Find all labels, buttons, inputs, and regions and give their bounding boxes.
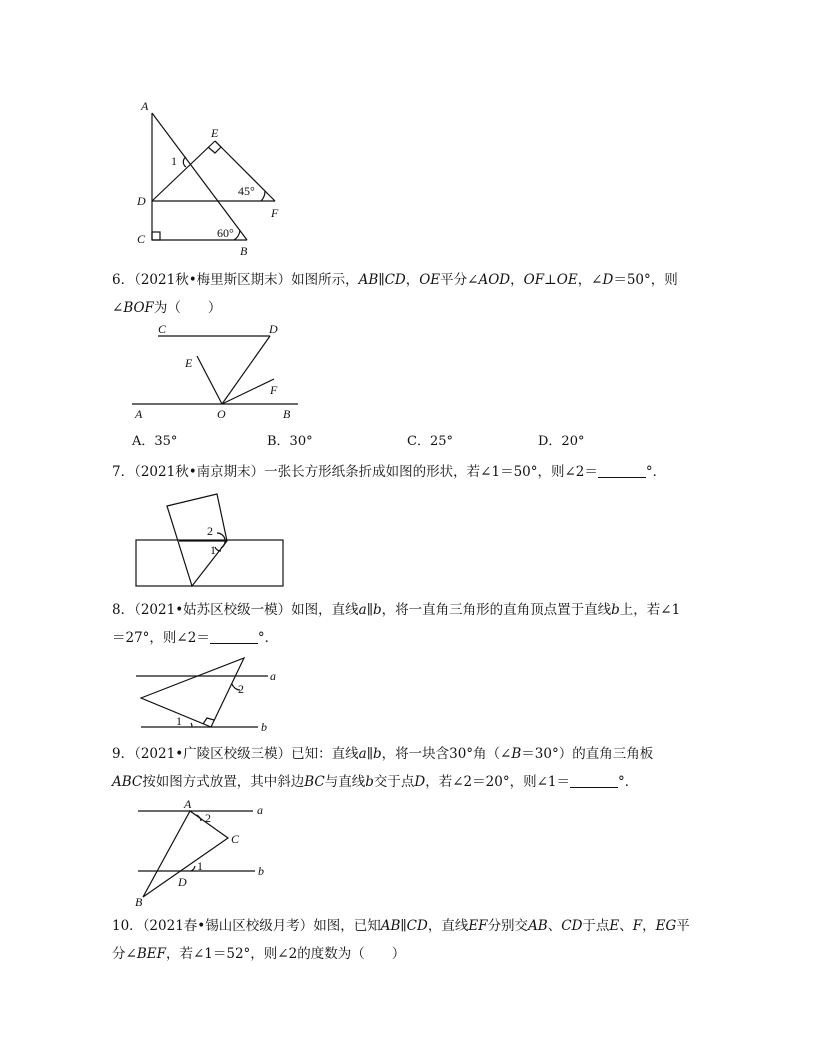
line-oe [197, 356, 222, 404]
label-a: a [270, 669, 276, 683]
label-angle-1: 1 [210, 543, 216, 557]
label-b: B [283, 407, 291, 421]
question-6 [112, 266, 712, 322]
label-f: F [271, 206, 279, 220]
question-8 [112, 596, 712, 652]
question-8-line-1: 8．（2021•姑苏区校级一模）如图，直线a∥b，将一直角三角形的直角顶点置于直线b上，若∠1 [112, 602, 681, 618]
answer-blank-q9[interactable] [570, 773, 618, 788]
question-9 [112, 740, 712, 796]
label-d: D [178, 875, 187, 889]
label-angle-60: 60° [217, 226, 234, 240]
label-angle-2: 2 [207, 524, 213, 538]
angle-2-arc [196, 815, 201, 821]
question-6-figure [128, 318, 308, 423]
line-od [222, 336, 270, 404]
question-6-source: （2021秋•梅里斯区期末） [134, 272, 292, 288]
line-ab [152, 113, 247, 240]
question-8-figure [136, 652, 286, 734]
option-c[interactable]: C．25° [407, 434, 453, 449]
label-angle-2: 2 [205, 811, 211, 825]
label-e: E [211, 126, 219, 140]
question-10-line-1: 10．（2021春•锡山区校级月考）如图，已知AB∥CD，直线EF分别交AB、CD于点E、F，EG平 [112, 918, 690, 934]
label-a: A [135, 407, 143, 421]
angle-1-arc [191, 866, 195, 871]
question-10-source: （2021春•锡山区校级月考） [142, 918, 314, 934]
right-angle-e [208, 141, 221, 153]
question-8-source: （2021•姑苏区校级一模） [134, 602, 292, 618]
label-b: B [240, 244, 248, 258]
question-6-line-1: 6．（2021秋•梅里斯区期末）如图所示，AB∥CD，OE平分∠AOD，OF⊥OE，∠D＝50°，则 [112, 272, 678, 288]
option-d[interactable]: D．20° [538, 434, 585, 449]
option-a[interactable]: A．35° [132, 434, 178, 449]
line-de [152, 141, 215, 201]
label-b: b [261, 720, 267, 734]
angle-60-arc [234, 230, 240, 240]
label-e: E [185, 356, 193, 370]
label-c: C [231, 832, 240, 846]
answer-blank-q7[interactable] [598, 463, 646, 478]
label-angle-1: 1 [171, 154, 177, 168]
question-8-line-2: ＝27°，则∠2＝ °． [112, 630, 279, 646]
label-f: F [270, 383, 278, 397]
label-c: C [158, 322, 167, 336]
question-7-source: （2021秋•南京期末） [134, 464, 265, 480]
label-line-b: b [258, 864, 264, 878]
label-angle-45: 45° [238, 184, 255, 198]
label-a-vertex: A [184, 797, 192, 811]
label-d: D [269, 322, 278, 336]
label-angle-1: 1 [176, 714, 182, 728]
question-10-line-2: 分∠BEF，若∠1＝52°，则∠2的度数为（ ） [112, 946, 406, 962]
question-6-options [132, 430, 602, 450]
question-10 [112, 912, 712, 968]
line-of [222, 379, 274, 404]
label-c: C [137, 232, 146, 246]
question-7-figure [135, 490, 290, 590]
right-triangle [141, 658, 244, 727]
label-a: A [141, 99, 149, 113]
angle-45-arc [261, 191, 265, 201]
question-9-source: （2021•广陵区校级三模） [134, 746, 292, 762]
label-angle-2: 2 [238, 682, 244, 696]
label-line-a: a [257, 803, 263, 817]
option-b[interactable]: B．30° [267, 434, 313, 449]
right-angle-c [152, 232, 160, 240]
label-d: D [137, 194, 146, 208]
answer-blank-q8[interactable] [210, 629, 258, 644]
label-b-vertex: B [135, 895, 143, 909]
question-9-line-2: ABC按如图方式放置，其中斜边BC与直线b交于点D，若∠2＝20°，则∠1＝ °． [112, 774, 639, 790]
question-9-figure [133, 797, 283, 909]
triangle-figure-top [130, 95, 300, 265]
label-o: O [217, 407, 226, 421]
question-7 [112, 458, 712, 486]
question-9-line-1: 9．（2021•广陵区校级三模）已知：直线a∥b，将一块含30°角（∠B＝30°）的直角三角板 [112, 746, 654, 762]
label-angle-1: 1 [197, 859, 203, 873]
question-7-line-1: 7．（2021秋•南京期末）一张长方形纸条折成如图的形状，若∠1＝50°，则∠2＝ °． [112, 464, 667, 480]
question-6-line-2: ∠BOF为（ ） [112, 300, 222, 316]
